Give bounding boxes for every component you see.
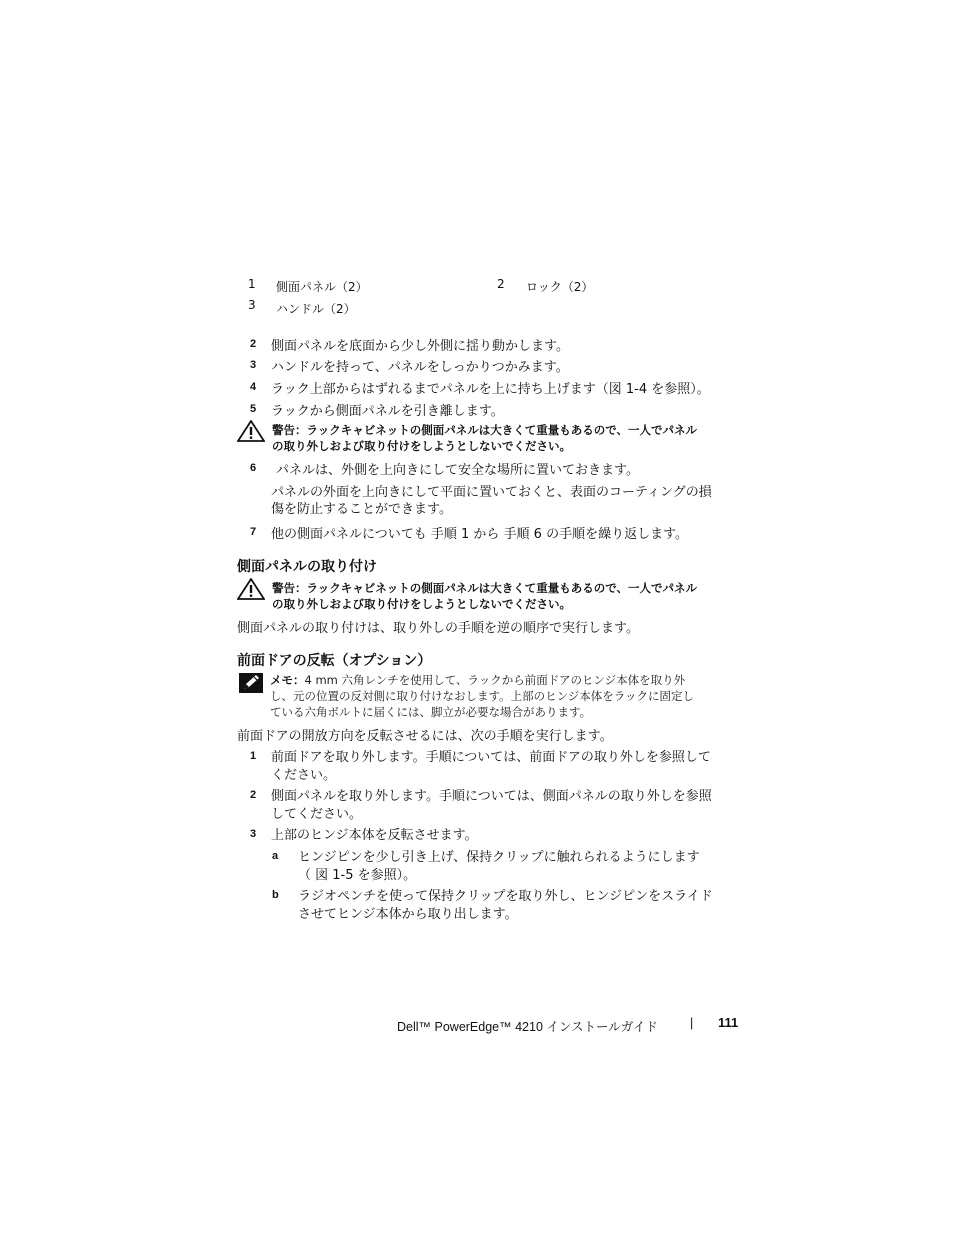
step-number: 2 xyxy=(250,338,257,350)
footer-separator: | xyxy=(690,1016,694,1030)
legend-label: ロック（2） xyxy=(526,280,594,294)
warning-triangle-icon xyxy=(237,420,265,442)
substep-letter: b xyxy=(272,889,279,901)
section-heading: 側面パネルの取り付け xyxy=(237,559,377,575)
section-heading: 前面ドアの反転（オプション） xyxy=(237,653,432,669)
step-number: 3 xyxy=(250,359,257,371)
legend-number: 3 xyxy=(248,298,256,312)
legend-label: 側面パネル（2） xyxy=(276,280,368,294)
warning-text: の取り外しおよび取り付けをしようとしないでください。 xyxy=(272,439,571,453)
legend-number: 2 xyxy=(497,277,505,291)
step-text: ください。 xyxy=(271,768,337,783)
legend-number: 1 xyxy=(248,277,256,291)
note-text: し、元の位置の反対側に取り付けなおします。上部のヒンジ本体をラックに固定し xyxy=(270,689,695,703)
warning-text: 警告：ラックキャビネットの側面パネルは大きくて重量もあるので、一人でパネル xyxy=(272,581,698,595)
step-text: パネルは、外側を上向きにして安全な場所に置いておきます。 xyxy=(276,463,639,478)
substep-text: ラジオペンチを使って保持クリップを取り外し、ヒンジピンをスライド xyxy=(298,889,713,904)
step-text: ラックから側面パネルを引き離します。 xyxy=(271,404,504,419)
warning-triangle-icon xyxy=(237,578,265,600)
step-text: 側面パネルを取り外します。手順については、側面パネルの取り外しを参照 xyxy=(271,789,712,804)
step-number: 4 xyxy=(250,381,257,393)
step-number: 2 xyxy=(250,789,257,801)
footer-title: Dell™ PowerEdge™ 4210 インストールガイド xyxy=(397,1020,658,1034)
paragraph: 前面ドアの開放方向を反転させるには、次の手順を実行します。 xyxy=(237,729,613,744)
step-number: 3 xyxy=(250,828,257,840)
step-detail: パネルの外面を上向きにして平面に置いておくと、表面のコーティングの損 xyxy=(271,485,712,500)
step-number: 5 xyxy=(250,403,257,415)
step-text: 側面パネルを底面から少し外側に揺り動かします。 xyxy=(271,339,569,354)
step-text: 他の側面パネルについても 手順 1 から 手順 6 の手順を繰り返します。 xyxy=(271,527,689,542)
step-number: 6 xyxy=(250,462,257,474)
step-number: 7 xyxy=(250,526,257,538)
legend-label: ハンドル（2） xyxy=(276,302,356,316)
paragraph: 側面パネルの取り付けは、取り外しの手順を逆の順序で実行します。 xyxy=(237,621,639,636)
note-text: 4 mm 六角レンチを使用して、ラックから前面ドアのヒンジ本体を取り外 xyxy=(304,673,686,687)
step-text: ラック上部からはずれるまでパネルを上に持ち上げます（図 1-4 を参照）。 xyxy=(271,382,710,397)
page-number: 111 xyxy=(718,1015,739,1030)
warning-text: 警告：ラックキャビネットの側面パネルは大きくて重量もあるので、一人でパネル xyxy=(272,423,698,437)
note-pencil-icon xyxy=(239,673,263,693)
substep-text: ヒンジピンを少し引き上げ、保持クリップに触れられるようにします xyxy=(298,850,700,865)
substep-letter: a xyxy=(272,850,279,862)
note-text: ている六角ボルトに届くには、脚立が必要な場合があります。 xyxy=(270,705,592,719)
step-text: ハンドルを持って、パネルをしっかりつかみます。 xyxy=(271,360,569,375)
step-text: 上部のヒンジ本体を反転させます。 xyxy=(271,828,478,843)
substep-text: させてヒンジ本体から取り出します。 xyxy=(298,907,518,922)
note-label: メモ： xyxy=(270,673,305,687)
warning-text: の取り外しおよび取り付けをしようとしないでください。 xyxy=(272,597,571,611)
step-text: してください。 xyxy=(271,807,363,822)
step-detail: 傷を防止することができます。 xyxy=(271,502,452,517)
substep-text: （ 図 1-5 を参照）。 xyxy=(298,868,417,883)
step-number: 1 xyxy=(250,750,257,762)
step-text: 前面ドアを取り外します。手順については、前面ドアの取り外しを参照して xyxy=(271,750,711,765)
